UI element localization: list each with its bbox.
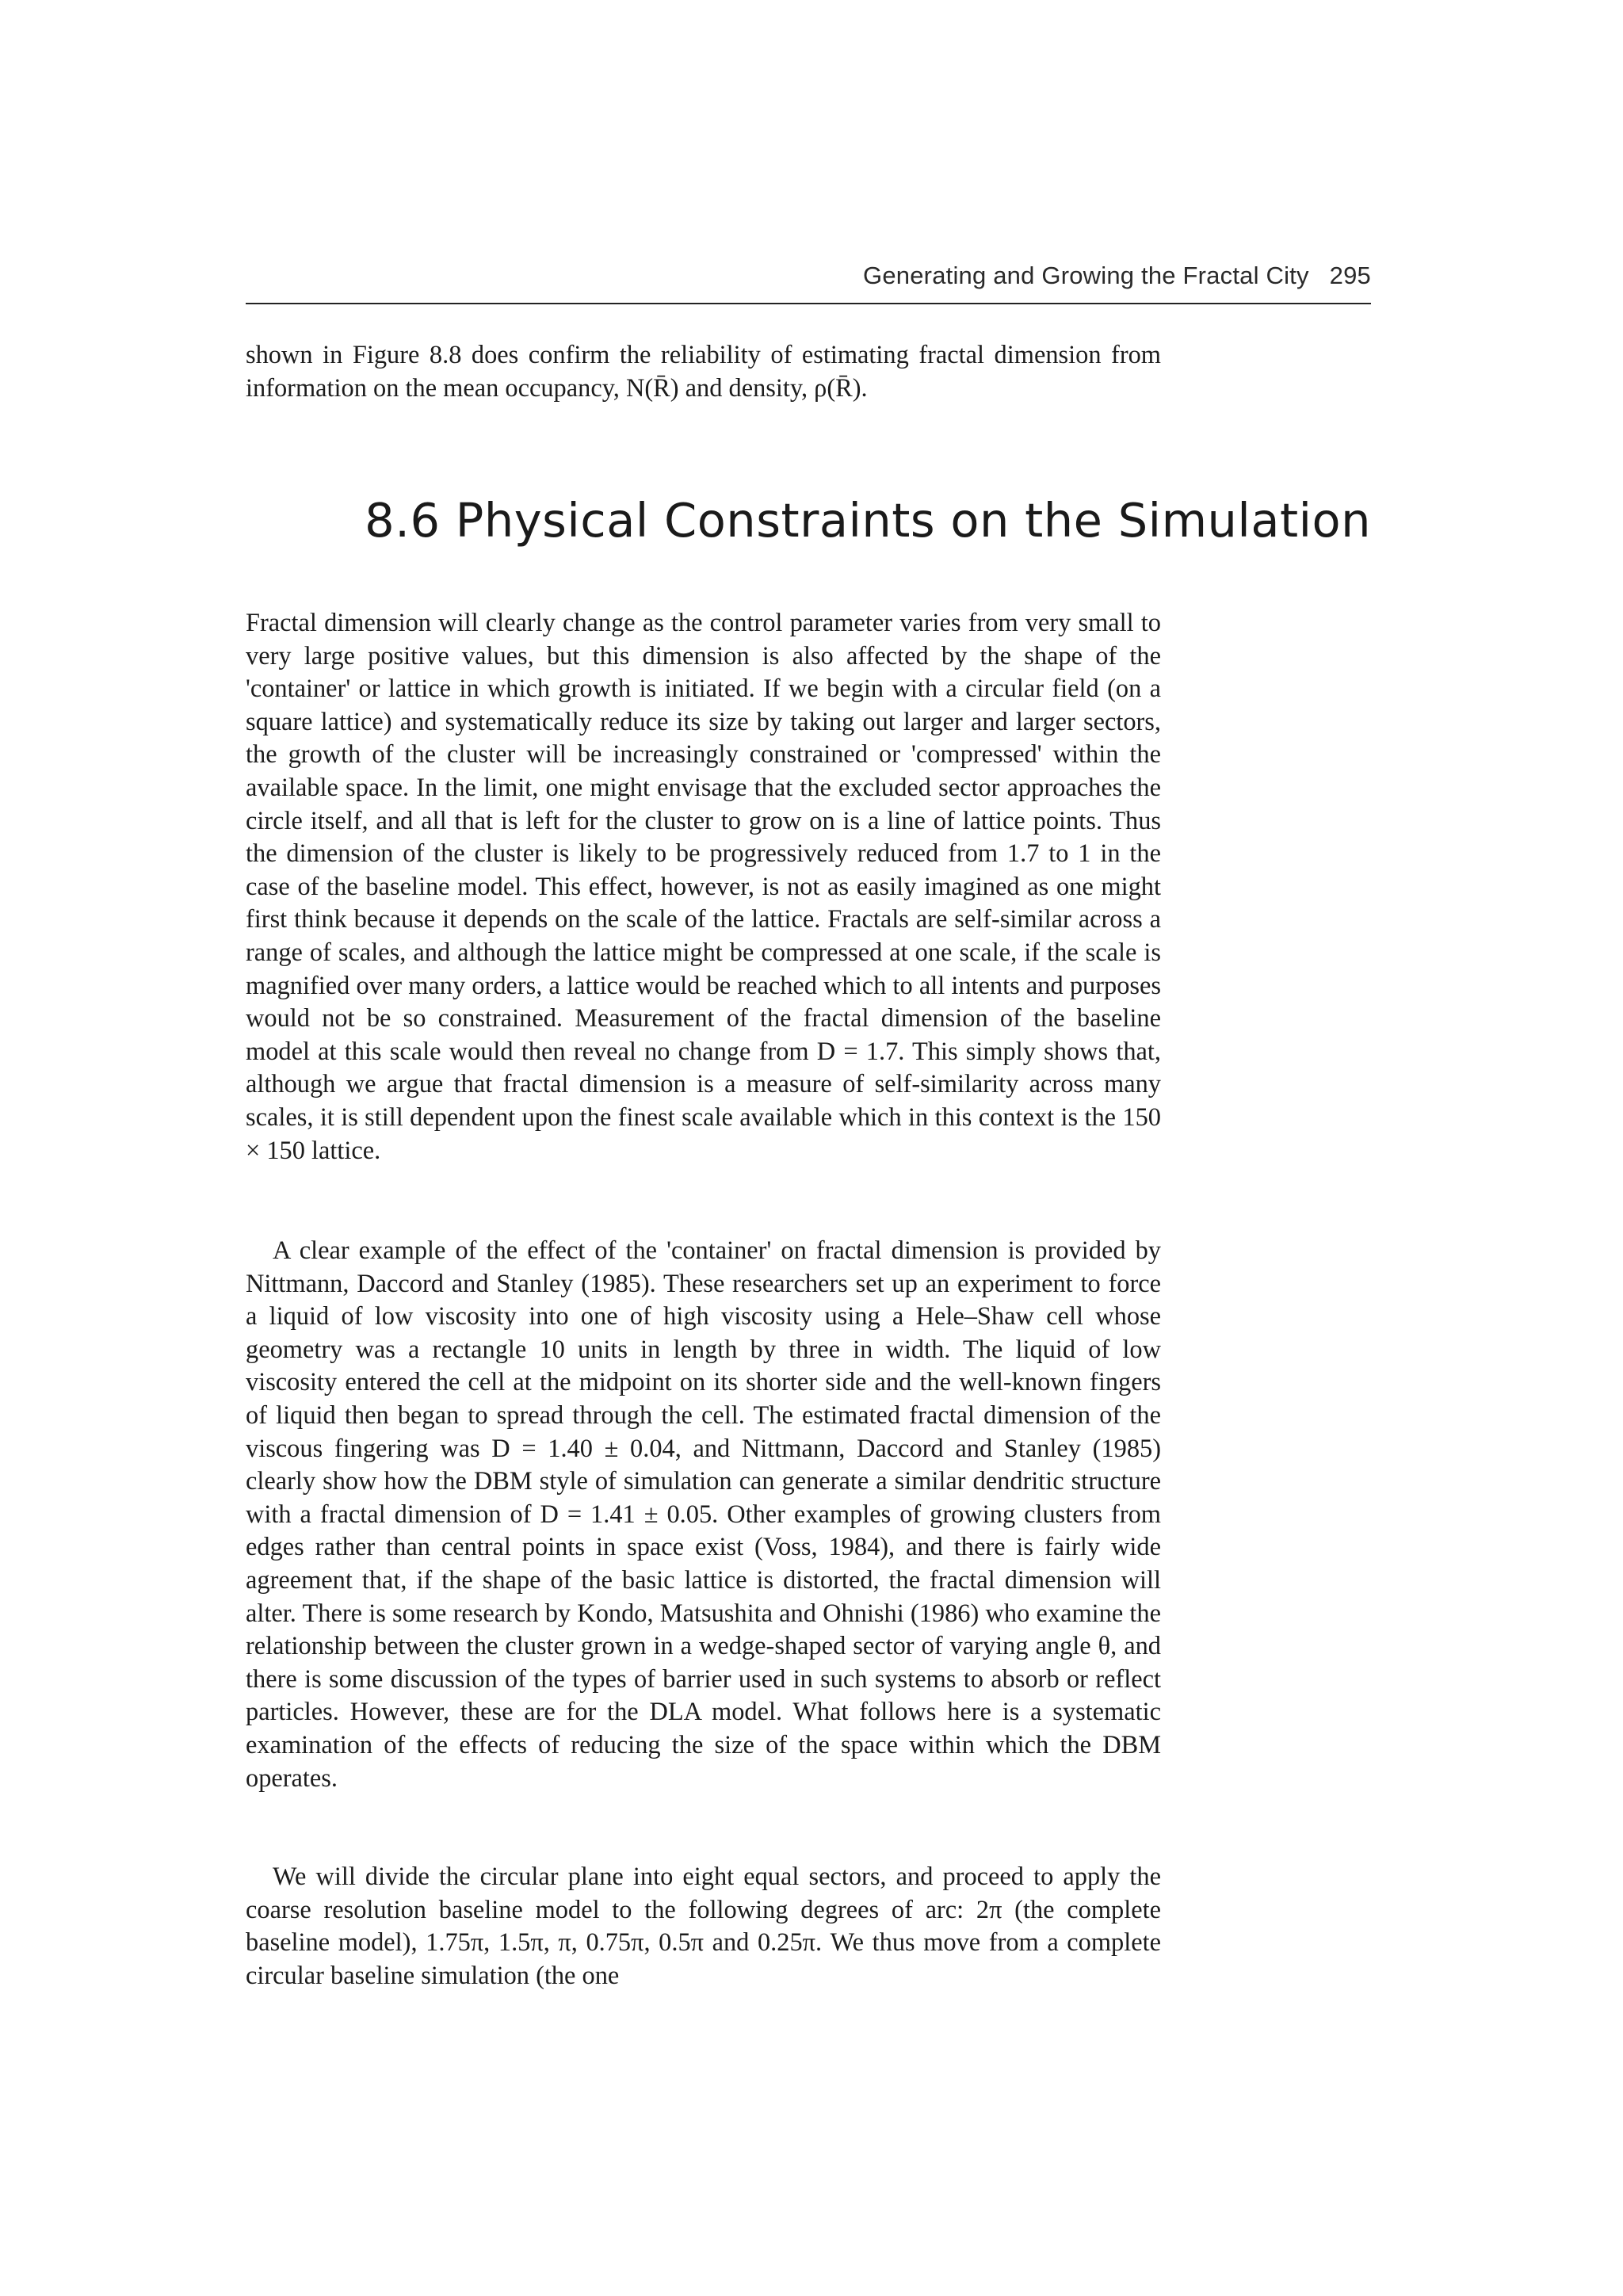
continuation-paragraph: shown in Figure 8.8 does confirm the reliability of estimating fractal dimension from information on the mean occupancy, N(R̄) and density, ρ(R̄). bbox=[246, 341, 1161, 403]
header-rule bbox=[246, 303, 1371, 304]
body-paragraph: Fractal dimension will clearly change as the control parameter varies from very small to very large positive values, but this dimension is also affected by the shape of the 'container' or lattice in which growth is initiated. If we begin with a circular field (on a square lattice) and systematically reduce its size by taking out larger and larger sectors, the growth of the cluster will be increasingly constrained or 'compressed' within the available space. In the limit, one might envisage that the excluded sector approaches the circle itself, and all that is left for the cluster to grow on is a line of lattice points. Thus the dimension of the cluster is likely to be progressively reduced from 1.7 to 1 in the case of the baseline model. This effect, however, is not as easily imagined as one might first think because it depends on the scale of the lattice. Fractals are self-similar across a range of scales, and although the lattice might be compressed at one scale, if the scale is magnified over many orders, a lattice would be reached which to all intents and purposes would not be so constrained. Measurement of the fractal dimension of the baseline model at this scale would then reveal no change from D = 1.7. This simply shows that, although we argue that fractal dimension is a measure of self-similarity across many scales, it is still dependent upon the finest scale available which in this context is the 150 × 150 lattice. bbox=[246, 609, 1161, 1165]
page-number: 295 bbox=[1329, 262, 1371, 289]
section-heading: 8.6 Physical Constraints on the Simulation bbox=[365, 493, 1371, 548]
running-head bbox=[246, 262, 1371, 290]
running-head-title: Generating and Growing the Fractal City bbox=[863, 262, 1309, 289]
body-paragraph: A clear example of the effect of the 'container' on fractal dimension is provided by Nittmann, Daccord and Stanley (1985). These researchers set up an experiment to force a liquid of low viscosity into one of high viscosity using a Hele–Shaw cell whose geometry was a rectangle 10 units in length by three in width. The liquid of low viscosity entered the cell at the midpoint on its shorter side and the well-known fingers of liquid then began to spread through the cell. The estimated fractal dimension of the viscous fingering was D = 1.40 ± 0.04, and Nittmann, Daccord and Stanley (1985) clearly show how the DBM style of simulation can generate a similar dendritic structure with a fractal dimension of D = 1.41 ± 0.05. Other examples of growing clusters from edges rather than central points in space exist (Voss, 1984), and there is fairly wide agreement that, if the shape of the basic lattice is distorted, the fractal dimension will alter. There is some research by Kondo, Matsushita and Ohnishi (1986) who examine the relationship between the cluster grown in a wedge-shaped sector of varying angle θ, and there is some discussion of the types of barrier used in such systems to absorb or reflect particles. However, these are for the DLA model. What follows here is a systematic examination of the effects of reducing the size of the space within which the DBM operates. bbox=[246, 1236, 1161, 1793]
body-paragraph: We will divide the circular plane into eight equal sectors, and proceed to apply the coarse resolution baseline model to the following degrees of arc: 2π (the complete baseline model), 1.75π, 1.5π, π, 0.75π, 0.5π and 0.25π. We thus move from a complete circular baseline simulation (the one bbox=[246, 1862, 1161, 1990]
